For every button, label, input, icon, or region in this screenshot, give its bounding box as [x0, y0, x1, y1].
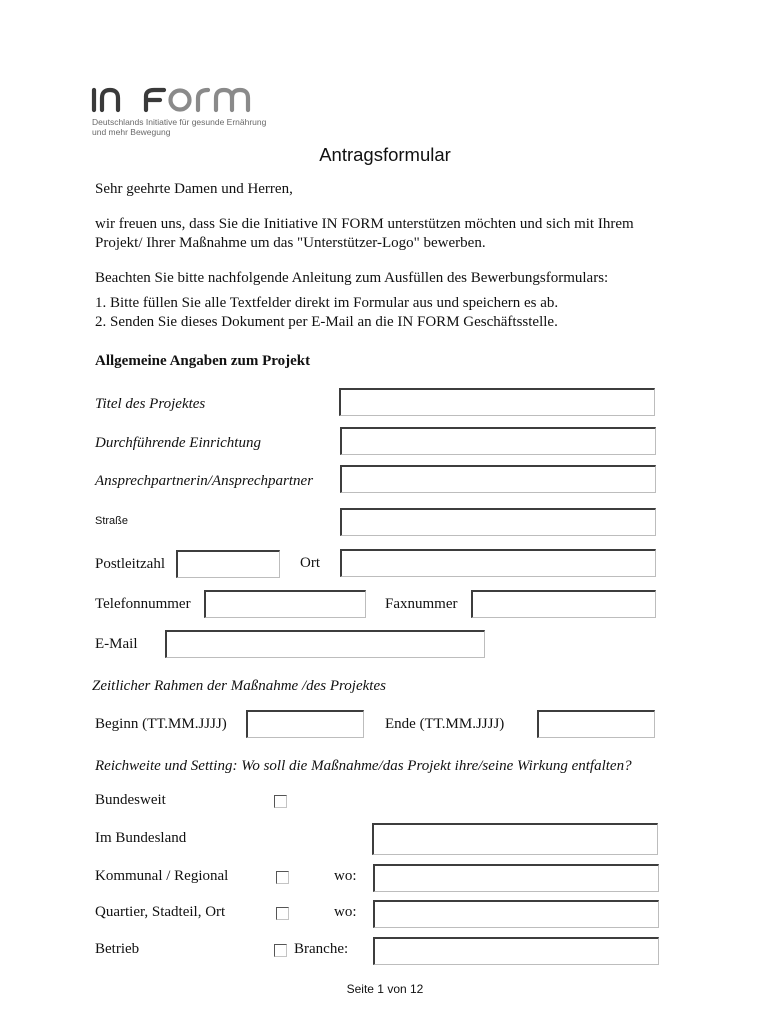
label-plz: Postleitzahl: [95, 556, 165, 572]
fax-field[interactable]: [471, 590, 656, 618]
label-quartier-wo: wo:: [334, 904, 357, 920]
logo-subtitle-line1: Deutschlands Initiative für gesunde Ernährung: [92, 117, 267, 127]
einrichtung-field[interactable]: [340, 427, 656, 455]
plz-field[interactable]: [176, 550, 280, 578]
label-bundesland: Im Bundesland: [95, 830, 187, 846]
bundesweit-checkbox[interactable]: [274, 795, 287, 808]
ansprechpartner-field[interactable]: [340, 465, 656, 493]
page-title: Antragsformular: [319, 144, 451, 165]
betrieb-checkbox[interactable]: [274, 944, 287, 957]
titel-field[interactable]: [339, 388, 655, 416]
ende-field[interactable]: [537, 710, 655, 738]
label-kommunal: Kommunal / Regional: [95, 868, 229, 884]
label-fax: Faxnummer: [385, 596, 458, 612]
kommunal-wo-field[interactable]: [373, 864, 659, 892]
label-titel: Titel des Projektes: [95, 396, 206, 412]
label-betrieb: Betrieb: [95, 941, 140, 957]
section-heading-time: Zeitlicher Rahmen der Maßnahme /des Projektes: [92, 678, 386, 694]
in-form-logo-mark: [94, 90, 248, 110]
page-number: Seite 1 von 12: [346, 982, 424, 996]
greeting: Sehr geehrte Damen und Herren,: [95, 181, 293, 197]
quartier-checkbox[interactable]: [276, 907, 289, 920]
branche-field[interactable]: [373, 937, 659, 965]
bundesland-field[interactable]: [372, 823, 658, 855]
section-heading-general: Allgemeine Angaben zum Projekt: [95, 353, 311, 369]
label-bundesweit: Bundesweit: [95, 792, 166, 808]
kommunal-checkbox[interactable]: [276, 871, 289, 884]
label-quartier: Quartier, Stadteil, Ort: [95, 904, 226, 920]
section-heading-reach: Reichweite und Setting: Wo soll die Maßnahme/das Projekt ihre/seine Wirkung entfalten?: [95, 758, 632, 774]
label-beginn: Beginn (TT.MM.JJJJ): [95, 716, 227, 732]
beginn-field[interactable]: [246, 710, 364, 738]
label-ende: Ende (TT.MM.JJJJ): [385, 716, 505, 732]
instruction-step-1: 1. Bitte füllen Sie alle Textfelder direkt im Formular aus und speichern es ab.: [95, 295, 559, 311]
label-telefon: Telefonnummer: [95, 596, 191, 612]
label-strasse: Straße: [95, 515, 129, 527]
logo-subtitle-line2: und mehr Bewegung: [92, 127, 171, 137]
intro-paragraph-line1: wir freuen uns, dass Sie die Initiative IN FORM unterstützen möchten und sich mit Ihrem: [95, 216, 634, 232]
telefon-field[interactable]: [204, 590, 366, 618]
quartier-wo-field[interactable]: [373, 900, 659, 928]
email-field[interactable]: [165, 630, 485, 658]
label-email: E-Mail: [95, 636, 138, 652]
intro-paragraph-line2: Projekt/ Ihrer Maßnahme um das "Unterstützer-Logo" bewerben.: [95, 235, 486, 251]
instructions: Beachten Sie bitte nachfolgende Anleitung zum Ausfüllen des Bewerbungsformulars:: [95, 270, 609, 286]
label-ansprechpartner: Ansprechpartnerin/Ansprechpartner: [95, 473, 314, 489]
label-ort: Ort: [300, 555, 320, 571]
instruction-step-2: 2. Senden Sie dieses Dokument per E-Mail an die IN FORM Geschäftsstelle.: [95, 314, 558, 330]
label-einrichtung: Durchführende Einrichtung: [95, 435, 261, 451]
label-branche: Branche:: [294, 941, 349, 957]
label-kommunal-wo: wo:: [334, 868, 357, 884]
ort-field[interactable]: [340, 549, 656, 577]
strasse-field[interactable]: [340, 508, 656, 536]
